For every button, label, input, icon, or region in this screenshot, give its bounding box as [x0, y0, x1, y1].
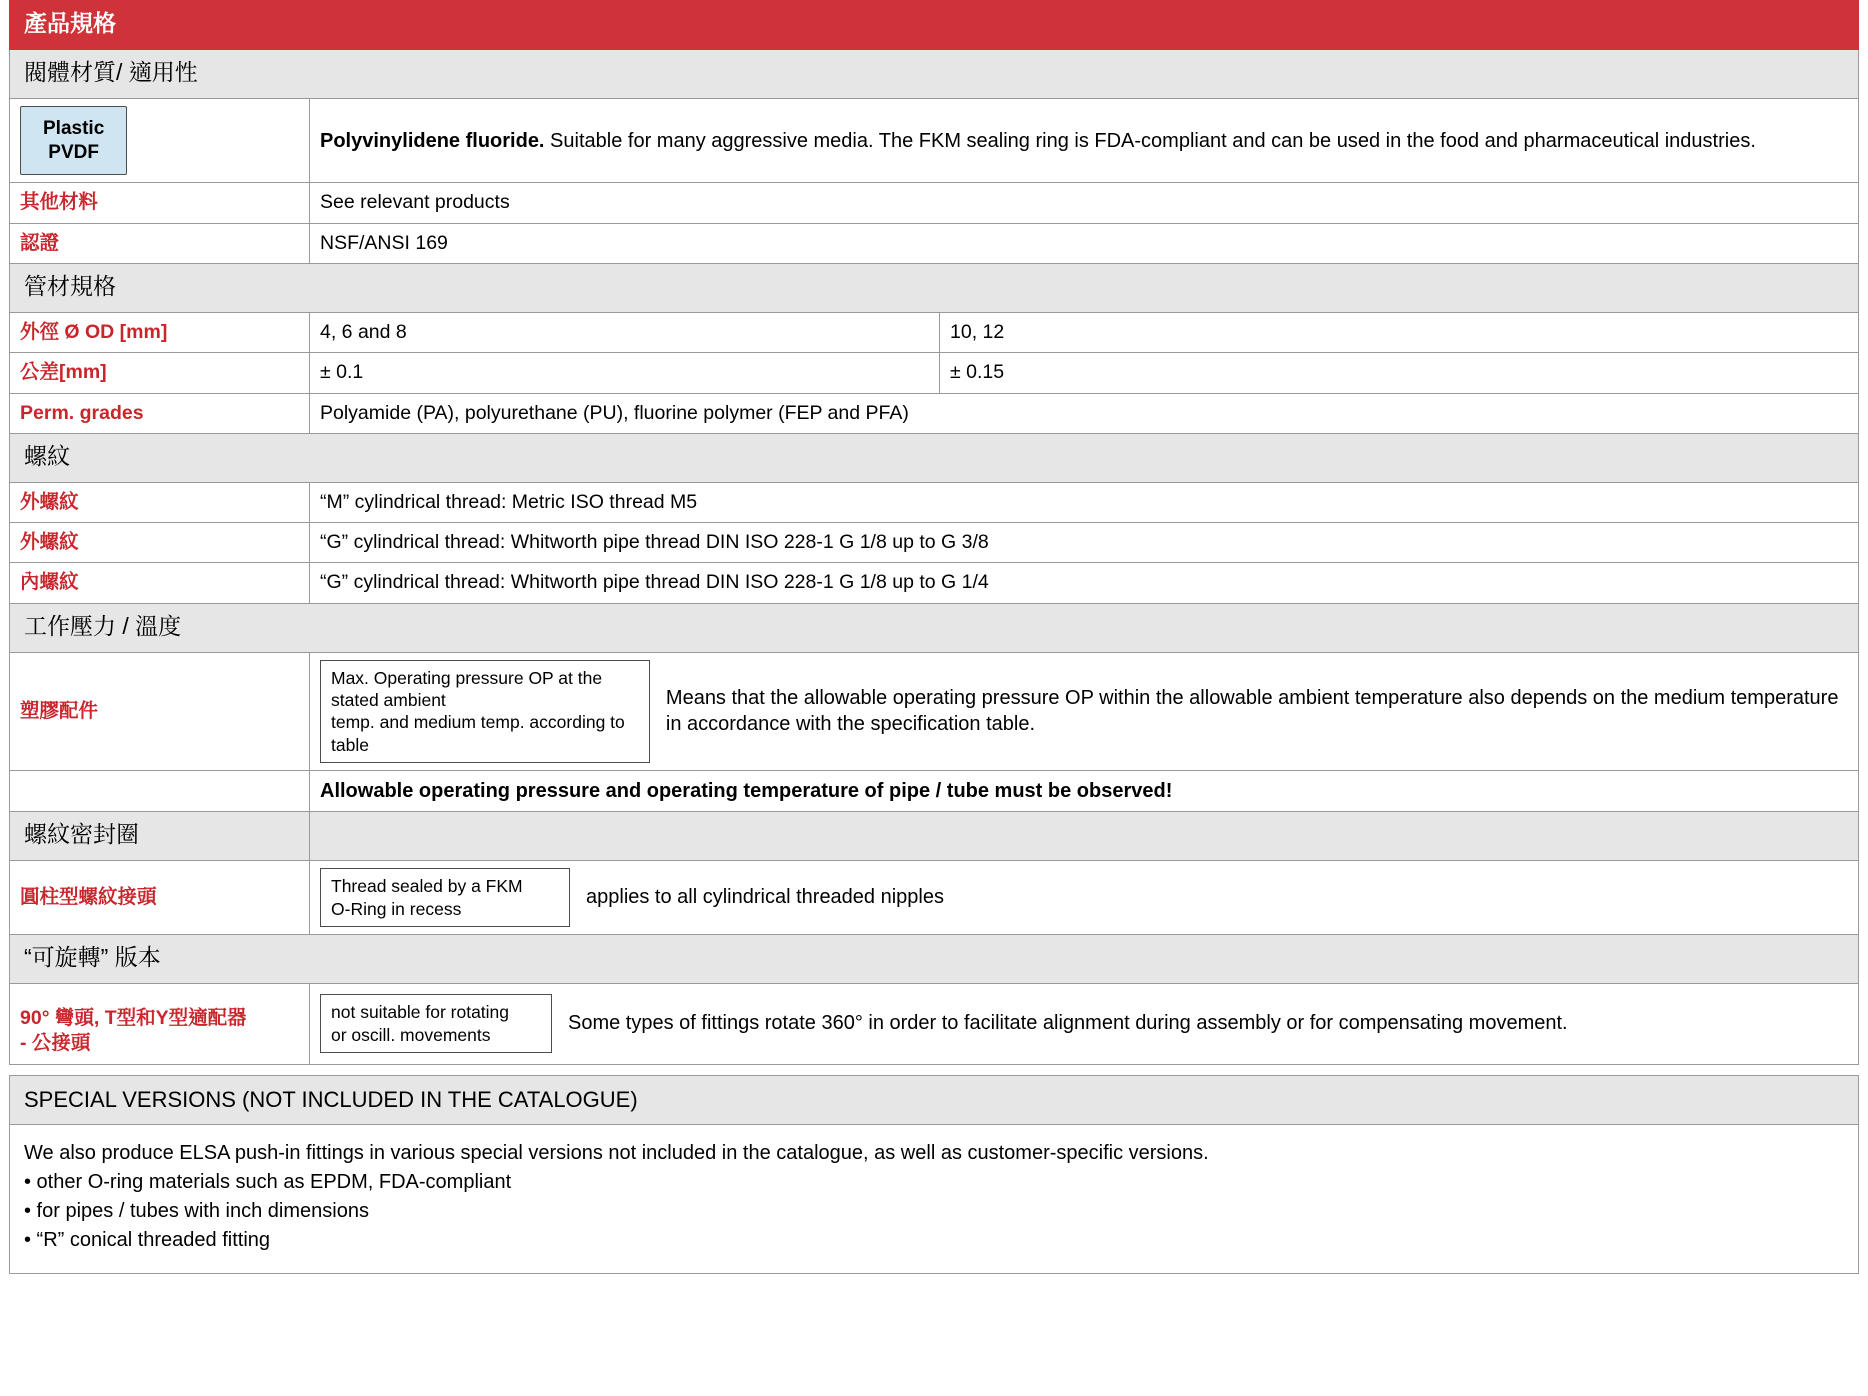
table-row: [10, 183, 1859, 223]
page-title: 產品規格: [10, 1, 1859, 50]
special-versions-intro: We also produce ELSA push-in fittings in various special versions not included in the catalogue, as well as customer-specific versions.: [24, 1142, 1209, 1165]
external-thread-label-1: 外螺紋: [10, 482, 310, 522]
section-header-seal: [10, 812, 1859, 861]
other-materials-value: See relevant products: [310, 183, 1859, 223]
rotatable-content-cell: [310, 983, 1859, 1064]
material-description-bold: Polyvinylidene fluoride.: [320, 129, 545, 152]
list-item: • for pipes / tubes with inch dimensions: [24, 1200, 369, 1223]
rotatable-label: [10, 983, 310, 1064]
table-row: [10, 353, 1859, 393]
section-header-rotatable: [10, 934, 1859, 983]
rotatable-explanation: Some types of fittings rotate 360° in order to facilitate alignment during assembly or for compensating movement.: [568, 1012, 1568, 1035]
external-thread-value-1: “M” cylindrical thread: Metric ISO thread M5: [310, 482, 1859, 522]
cylindrical-nipple-label: 圓柱型螺紋接頭: [10, 861, 310, 935]
rotatable-note-line1: not suitable for rotating: [331, 1002, 510, 1023]
table-row: [10, 393, 1859, 433]
section-header-tube: [10, 263, 1859, 312]
perm-grades-label: Perm. grades: [10, 393, 310, 433]
tolerance-value-small: ± 0.1: [310, 353, 940, 393]
external-thread-label-2: 外螺紋: [10, 523, 310, 563]
seal-row: [10, 861, 1859, 935]
od-label: 外徑 Ø OD [mm]: [10, 312, 310, 352]
section-header-material: [10, 49, 1859, 98]
rotatable-content: [320, 994, 1848, 1053]
rotatable-row: [10, 983, 1859, 1064]
plastic-fittings-label: 塑膠配件: [10, 652, 310, 771]
list-item: • other O-ring materials such as EPDM, FDA-compliant: [24, 1171, 512, 1194]
pressure-row: [10, 652, 1859, 771]
od-value-large: 10, 12: [940, 312, 1859, 352]
section-header-thread: [10, 433, 1859, 482]
pressure-warning-spacer: [10, 771, 310, 812]
od-value-small: 4, 6 and 8: [310, 312, 940, 352]
section-header-rotatable-label: “可旋轉” 版本: [10, 934, 1859, 983]
table-row: [10, 312, 1859, 352]
material-badge-row: [10, 98, 1859, 183]
special-versions-table: [9, 1075, 1859, 1275]
pressure-note-line2: temp. and medium temp. according to table: [331, 712, 625, 755]
internal-thread-label: 內螺紋: [10, 563, 310, 603]
material-description-cell: [310, 98, 1859, 183]
tolerance-value-large: ± 0.15: [940, 353, 1859, 393]
seal-explanation: applies to all cylindrical threaded nipples: [586, 886, 944, 909]
pressure-warning-text: Allowable operating pressure and operating temperature of pipe / tube must be observed!: [310, 771, 1859, 812]
pressure-note-box: [320, 660, 650, 764]
perm-grades-value: Polyamide (PA), polyurethane (PU), fluorine polymer (FEP and PFA): [310, 393, 1859, 433]
pressure-explanation: Means that the allowable operating pressure OP within the allowable ambient temperature also depends on the medium temperature in accordance with the specification table.: [665, 687, 1839, 736]
rotatable-label-line1: 90° 彎頭, T型和Y型適配器: [20, 1006, 247, 1029]
material-badge: [20, 106, 127, 176]
section-header-seal-label: 螺紋密封圈: [10, 812, 310, 861]
rotatable-label-line2: - 公接頭: [20, 1032, 91, 1055]
table-row: [10, 482, 1859, 522]
seal-content-cell: [310, 861, 1859, 935]
section-header-thread-label: 螺紋: [10, 433, 1859, 482]
seal-note-line1: Thread sealed by a FKM: [331, 876, 523, 897]
certification-value: NSF/ANSI 169: [310, 223, 1859, 263]
specification-table: [9, 0, 1859, 1065]
list-item: • “R” conical threaded fitting: [24, 1229, 271, 1252]
other-materials-label: 其他材料: [10, 183, 310, 223]
certification-label: 認證: [10, 223, 310, 263]
internal-thread-value: “G” cylindrical thread: Whitworth pipe thread DIN ISO 228-1 G 1/8 up to G 1/4: [310, 563, 1859, 603]
pressure-warning-row: [10, 771, 1859, 812]
material-badge-line1: Plastic: [43, 117, 105, 139]
rotatable-note-box: [320, 994, 552, 1053]
special-versions-header-row: [10, 1075, 1859, 1125]
section-header-pressure-label: 工作壓力 / 溫度: [10, 603, 1859, 652]
seal-note-line2: O-Ring in recess: [331, 898, 462, 919]
table-row: [10, 523, 1859, 563]
sheet-title-row: [10, 1, 1859, 50]
external-thread-value-2: “G” cylindrical thread: Whitworth pipe thread DIN ISO 228-1 G 1/8 up to G 3/8: [310, 523, 1859, 563]
special-versions-body: [10, 1125, 1859, 1274]
seal-content: [320, 868, 1848, 927]
material-badge-line2: PVDF: [48, 141, 99, 163]
table-row: [10, 223, 1859, 263]
pressure-content: [320, 660, 1848, 764]
special-versions-header: SPECIAL VERSIONS (NOT INCLUDED IN THE CATALOGUE): [10, 1075, 1859, 1125]
rotatable-note-line2: or oscill. movements: [331, 1024, 491, 1045]
pressure-content-cell: [310, 652, 1859, 771]
material-description-rest: Suitable for many aggressive media. The FKM sealing ring is FDA-compliant and can be used in the food and pharmaceutical industries.: [544, 129, 1756, 152]
section-header-material-label: 閥體材質/ 適用性: [10, 49, 1859, 98]
seal-note-box: [320, 868, 570, 927]
tolerance-label: 公差[mm]: [10, 353, 310, 393]
pressure-note-line1: Max. Operating pressure OP at the stated ambient: [331, 667, 603, 711]
table-row: [10, 563, 1859, 603]
special-versions-body-row: [10, 1125, 1859, 1274]
material-badge-cell: [10, 98, 310, 183]
section-header-tube-label: 管材規格: [10, 263, 1859, 312]
section-header-pressure: [10, 603, 1859, 652]
section-header-seal-filler: [310, 812, 1859, 861]
